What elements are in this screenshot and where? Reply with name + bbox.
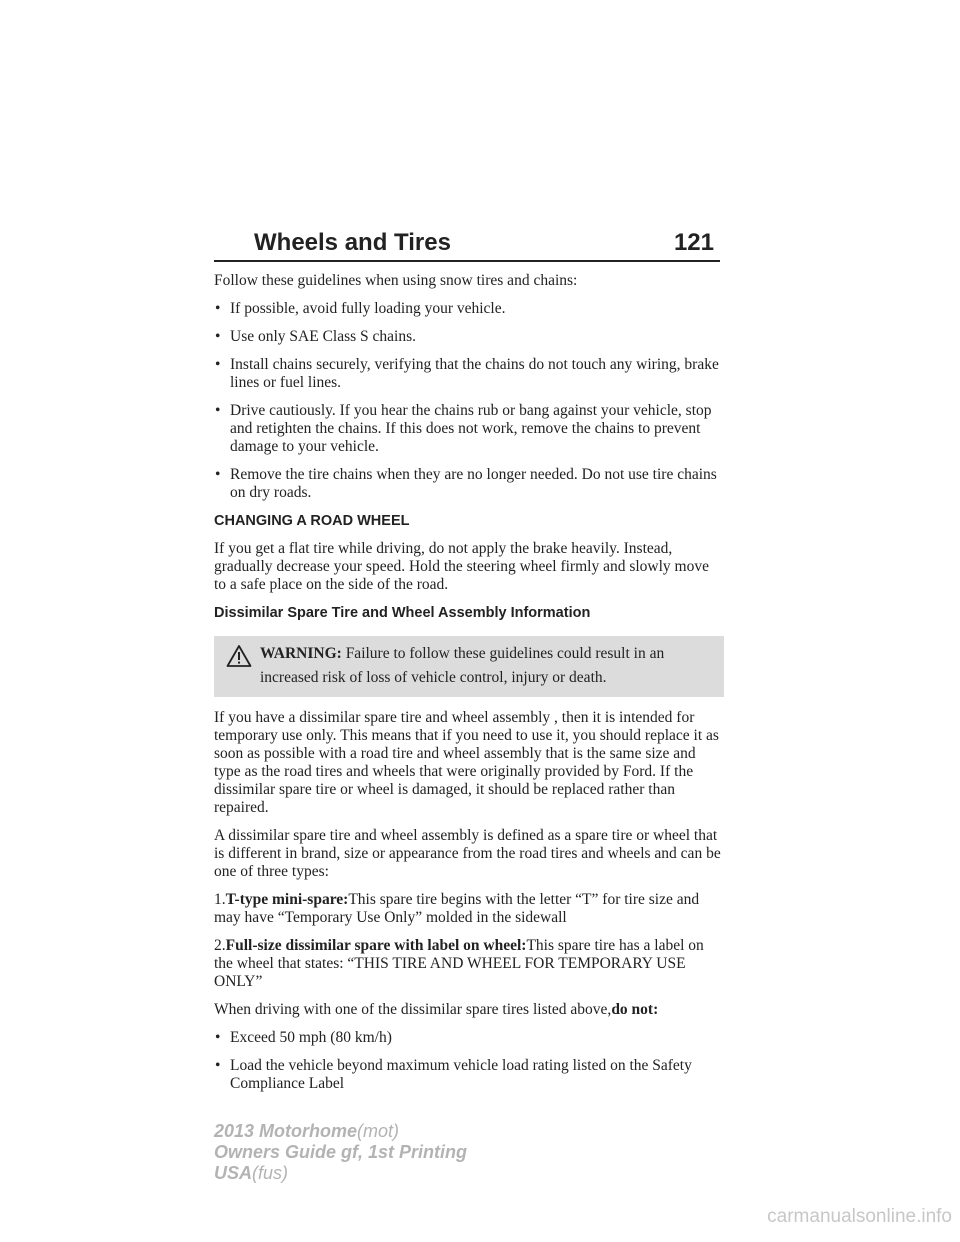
list-item: • Exceed 50 mph (80 km/h) — [214, 1029, 722, 1047]
snow-intro: Follow these guidelines when using snow tires and chains: — [214, 272, 578, 289]
driving-emphasis: do not: — [611, 1001, 659, 1018]
footer-model-code: (mot) — [357, 1121, 400, 1141]
warning-label: WARNING: — [260, 645, 342, 662]
page-number: 121 — [673, 229, 714, 256]
dissimilar-para-2: A dissimilar spare tire and wheel assembly is defined as a spare tire or wheel that is different in brand, size or appearance from the road tires and wheels and can be one of three types: — [214, 827, 721, 880]
footer-line-3 — [214, 1163, 467, 1184]
type-text: This spare tire has a label on the wheel that states: “THIS TIRE AND WHEEL FOR TEMPORARY USE ONLY” — [214, 937, 704, 990]
dissimilar-para-1: If you have a dissimilar spare tire and wheel assembly , then it is intended for temporary use only. This means that if you need to use it, you should replace it as soon as possible with a road tire and wheel assembly that is the same size and type as the road tires and wheels that were originally provided by Ford. If the dissimilar spare tire or wheel is damaged, it should be replaced rather than repaired. — [214, 709, 719, 816]
warning-triangle-icon — [226, 644, 252, 668]
header-title: Wheels and Tires — [254, 229, 451, 256]
section-text: If you get a flat tire while driving, do not apply the brake heavily. Instead, gradually decrease your speed. Hold the steering wheel firmly and slowly move to a safe place on the side of the road. — [214, 540, 709, 593]
footer-line-1 — [214, 1121, 467, 1142]
footer-model: 2013 Motorhome — [214, 1121, 358, 1141]
page-content — [214, 272, 722, 1103]
list-item: • Drive cautiously. If you hear the chains rub or bang against your vehicle, stop and retighten the chains. If this does not work, remove the chains to prevent damage to your vehicle. — [214, 402, 722, 456]
warning-text: Failure to follow these guidelines could result in an increased risk of loss of vehicle control, injury or death. — [260, 645, 665, 686]
type-number: 2. — [214, 937, 226, 954]
donts-list — [214, 1029, 722, 1093]
footer-market: USA — [214, 1163, 253, 1183]
type-label: T-type mini-spare: — [225, 891, 349, 908]
type-item-2 — [214, 937, 722, 991]
type-label: Full-size dissimilar spare with label on wheel: — [225, 937, 527, 954]
section-heading: CHANGING A ROAD WHEEL — [214, 513, 410, 529]
list-item: • Install chains securely, verifying that the chains do not touch any wiring, brake lines or fuel lines. — [214, 356, 722, 392]
snow-tips-list — [214, 300, 722, 502]
list-item: • Remove the tire chains when they are no longer needed. Do not use tire chains on dry roads. — [214, 466, 722, 502]
type-number: 1. — [214, 891, 226, 908]
list-item: • Load the vehicle beyond maximum vehicle load rating listed on the Safety Compliance Label — [214, 1057, 722, 1093]
driving-intro — [214, 1001, 722, 1019]
type-item-1 — [214, 891, 722, 927]
list-item: • If possible, avoid fully loading your vehicle. — [214, 300, 722, 318]
driving-intro-text: When driving with one of the dissimilar spare tires listed above, — [214, 1001, 612, 1018]
list-item: • Use only SAE Class S chains. — [214, 328, 722, 346]
warning-box — [214, 636, 724, 697]
watermark: carmanualsonline.info — [767, 1206, 952, 1227]
type-text: This spare tire begins with the letter “T” for tire size and may have “Temporary Use Only” molded in the sidewall — [214, 891, 700, 926]
print-footer — [214, 1121, 467, 1184]
footer-line-2: Owners Guide gf, 1st Printing — [214, 1142, 468, 1162]
footer-market-code: (fus) — [252, 1163, 289, 1183]
subheading: Dissimilar Spare Tire and Wheel Assembly Information — [214, 605, 591, 621]
page-header — [214, 228, 720, 262]
